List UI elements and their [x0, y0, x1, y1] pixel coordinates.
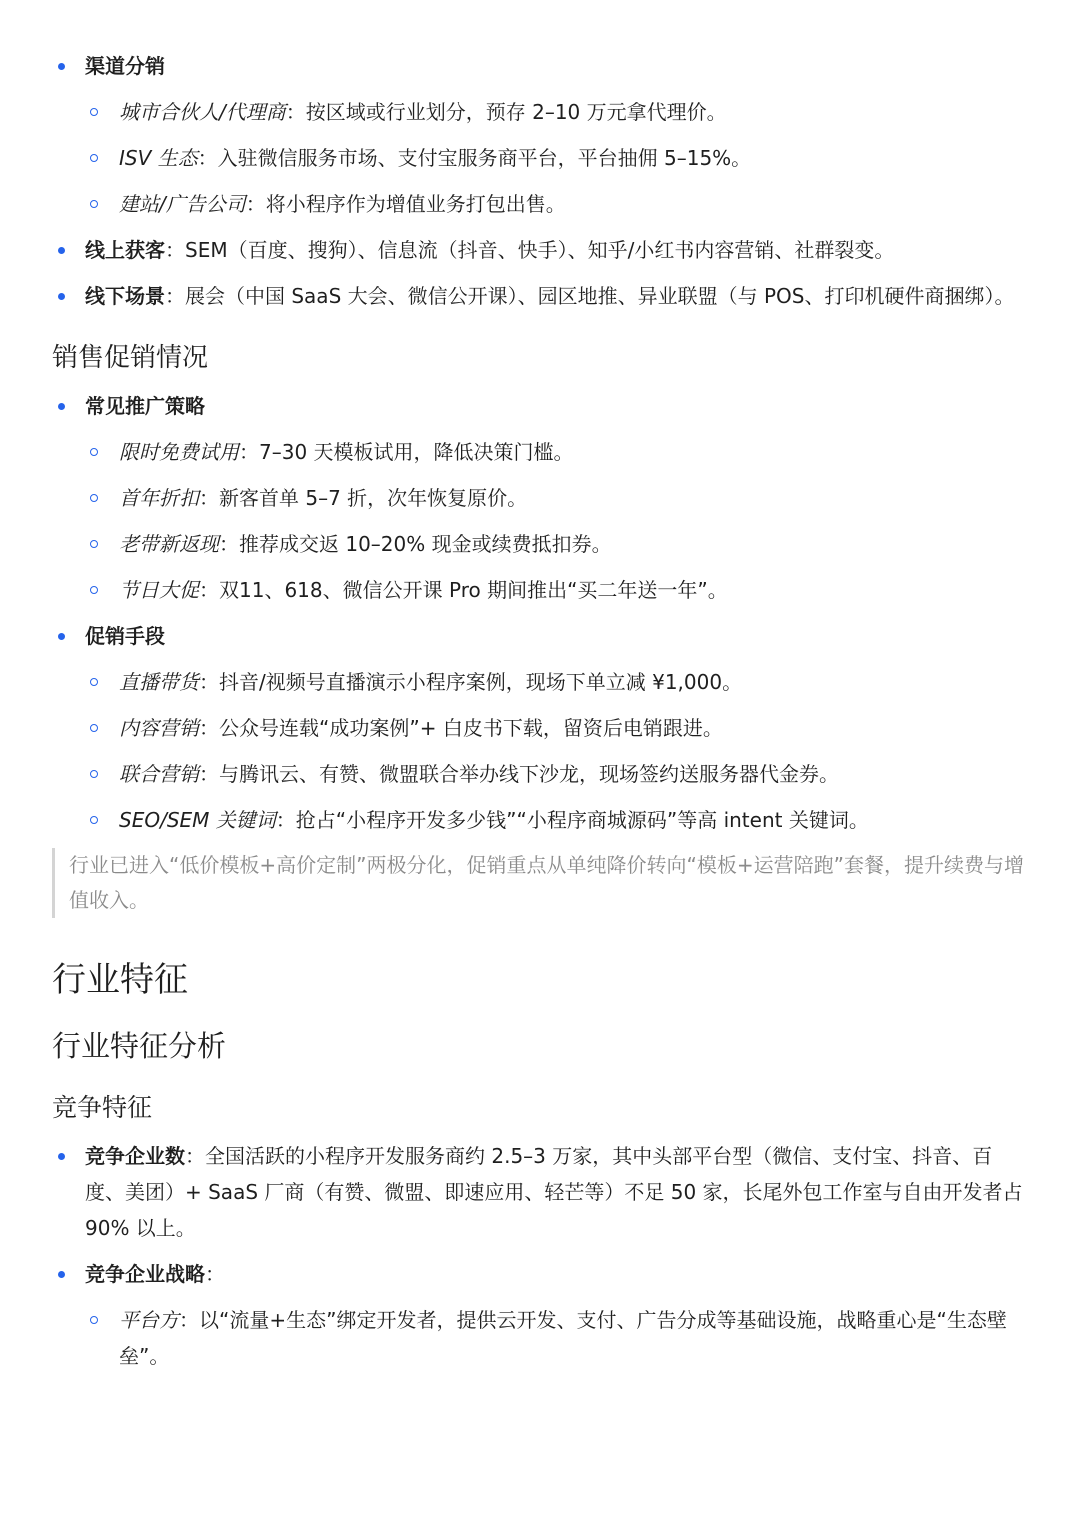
sub-item-text: ：双11、618、微信公开课 Pro 期间推出“买二年送一年”。 [199, 578, 728, 602]
item-text: ：展会（中国 SaaS 大会、微信公开课）、园区地推、异业联盟（与 POS、打印机硬件商捆绑）。 [165, 284, 1015, 308]
sub-item-text: ：入驻微信服务市场、支付宝服务商平台，平台抽佣 5–15%。 [197, 146, 752, 170]
heading-industry-features: 行业特征 [52, 960, 188, 1000]
sub-item-text: ：将小程序作为增值业务打包出售。 [245, 192, 566, 216]
sub-list [85, 1302, 1030, 1374]
list-item-offline-scenes [52, 278, 1030, 314]
sub-list [85, 664, 1030, 838]
sub-item-text: ：7–30 天模板试用，降低决策门槛。 [239, 440, 574, 464]
sub-item-label: 联合营销 [119, 762, 199, 786]
sub-item-label: 平台方 [119, 1308, 179, 1332]
list-item-channel-distribution [52, 48, 1030, 222]
sub-item-text: ：按区域或行业划分，预存 2–10 万元拿代理价。 [285, 100, 727, 124]
sub-list-item [85, 480, 1030, 516]
sub-item-text: ：与腾讯云、有赞、微盟联合举办线下沙龙，现场签约送服务器代金券。 [199, 762, 839, 786]
sub-item-label: 城市合伙人/代理商 [119, 100, 286, 124]
sub-item-label: 直播带货 [119, 670, 199, 694]
heading-industry-analysis: 行业特征分析 [52, 1029, 227, 1063]
sub-list-item [85, 802, 1030, 838]
blockquote: 行业已进入“低价模板+高价定制”两极分化，促销重点从单纯降价转向“模板+运营陪跑”套餐，提升续费与增值收入。 [52, 848, 1030, 918]
sub-item-label: 首年折扣 [119, 486, 199, 510]
sub-item-label: 建站/广告公司 [119, 192, 246, 216]
sub-item-text: ：以“流量+生态”绑定开发者，提供云开发、支付、广告分成等基础设施，战略重心是“生态壁垒”。 [119, 1308, 1007, 1368]
sub-list-item [85, 140, 1030, 176]
sub-list-item [85, 664, 1030, 700]
item-label: 渠道分销 [85, 54, 165, 78]
sub-item-label: SEO/SEM 关键词 [119, 808, 276, 832]
sub-item-text: ：推荐成交返 10–20% 现金或续费抵扣券。 [219, 532, 612, 556]
sub-list-item [85, 710, 1030, 746]
sub-item-text: ：抖音/视频号直播演示小程序案例，现场下单立减 ¥1,000。 [199, 670, 743, 694]
channel-list [52, 48, 1030, 314]
item-label: 常见推广策略 [85, 394, 205, 418]
item-text: ： [205, 1262, 225, 1286]
sub-item-label: 限时免费试用 [119, 440, 239, 464]
list-item-promotion-strategies [52, 388, 1030, 608]
item-label: 促销手段 [85, 624, 165, 648]
section-heading-sales: 销售促销情况 [52, 343, 209, 373]
list-item-competitor-count [52, 1138, 1030, 1246]
item-label: 竞争企业战略 [85, 1262, 205, 1286]
competition-list [52, 1138, 1030, 1374]
item-label: 线下场景 [85, 284, 165, 308]
promotion-list [52, 388, 1030, 838]
list-item-competitor-strategy [52, 1256, 1030, 1374]
sub-list-item [85, 434, 1030, 470]
sub-list [85, 434, 1030, 608]
sub-list-item [85, 572, 1030, 608]
sub-item-label: ISV 生态 [119, 146, 198, 170]
item-label: 线上获客 [85, 238, 165, 262]
heading-competition: 竞争特征 [52, 1093, 153, 1122]
sub-item-label: 老带新返现 [119, 532, 219, 556]
sub-item-label: 节日大促 [119, 578, 199, 602]
sub-list-item [85, 94, 1030, 130]
item-label: 竞争企业数 [85, 1144, 185, 1168]
sub-item-label: 内容营销 [119, 716, 199, 740]
sub-list [85, 94, 1030, 222]
sub-list-item [85, 1302, 1030, 1374]
item-text: ：SEM（百度、搜狗）、信息流（抖音、快手）、知乎/小红书内容营销、社群裂变。 [165, 238, 895, 262]
list-item-promotion-means [52, 618, 1030, 838]
sub-item-text: ：公众号连载“成功案例”+ 白皮书下载，留资后电销跟进。 [199, 716, 723, 740]
list-item-online-acquisition [52, 232, 1030, 268]
sub-list-item [85, 756, 1030, 792]
item-text: ：全国活跃的小程序开发服务商约 2.5–3 万家，其中头部平台型（微信、支付宝、抖音、百度、美团）+ SaaS 厂商（有赞、微盟、即速应用、轻芒等）不足 50 家，长尾外包工作室与自由开发者占 90% 以上。 [85, 1144, 1023, 1240]
sub-list-item [85, 186, 1030, 222]
sub-item-text: ：新客首单 5–7 折，次年恢复原价。 [199, 486, 528, 510]
sub-item-text: ：抢占“小程序开发多少钱”“小程序商城源码”等高 intent 关键词。 [275, 808, 869, 832]
sub-list-item [85, 526, 1030, 562]
